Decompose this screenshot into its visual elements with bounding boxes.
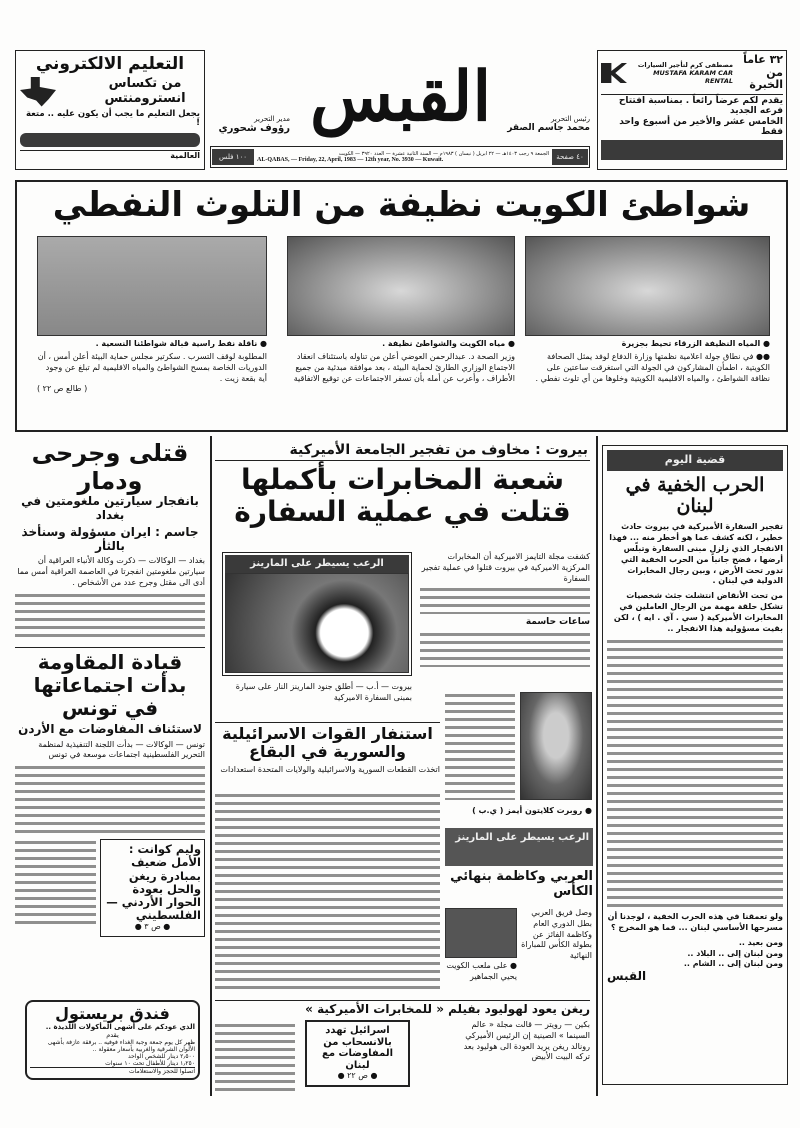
page-ref: ● ص ٢٢ ● [337,1071,378,1080]
photo-caption: ● المياه النظيفة الزرقاء تحيط بجزيرة [621,339,770,348]
left-column [15,440,205,937]
embassy-text-column [420,552,590,667]
ad-brand: من تكساس انسترومنتس [104,75,186,106]
editor-label: رئيس التحرير [551,115,590,123]
lead-text: ●● في نطاق جولة اعلامية نظمتها وزارة الدفاع لوفد يمثل الصحافة الكويتية ، اطمأن المشاركون في الجولة التي استغرقت ساعتين على نظافة الشواطئ ، والمياه الاقليمية الكويتية وخلوها من أي تلوث نفطي . [535,352,770,383]
marines-photo [225,573,409,673]
body-text [420,586,590,614]
body-text [215,792,440,992]
bekaa-headline: استنفار القوات الاسرائيلية والسورية في البقاع [215,722,440,762]
pages-badge: ٤٠ صفحة [552,149,588,165]
embassy-lede: كشفت مجلة التايمز الاميركية أن المخابرات المركزية الاميركية في بيروت قتلوا في عملية تفجير السفارة [421,552,590,583]
tunis-headline: قيادة المقاومة بدأت اجتماعاتها في تونس [33,649,187,720]
body-text [445,692,515,800]
body-text [15,839,96,929]
beirut-kicker: بيروت : مخاوف من تفجير الجامعة الأميركية [215,440,590,461]
tunis-sub: لاستئناف المفاوضات مع الأردن [18,721,202,736]
signature: القبس [607,969,647,984]
opinion-text: ولو تعمقنا في هذه الحرب الخفية ، لوجدنا أن مسرحها الأساسي لبنان ... فما هو المخرج ؟ [607,912,783,933]
ad-price: ١٫٢٥٠ دينار للأطفال تحت ١٠ سنوات [105,1060,195,1068]
photo-caption: ● على ملعب الكويت يحيي الجماهير [446,961,517,981]
israel-headline: اسرائيل تهدد بالانسحاب من المفاوضات مع لبنان [321,1025,394,1071]
texas-instruments-ad[interactable] [15,50,205,170]
lead-story [15,180,788,432]
date-arabic: الجمعة ٩ رجب ١٤٠٣هـ — ٢٢ أبريل ( نيسان ) ١٩٨٣م — السنة الثانية عشرة — العدد ٣٩٢٠ — الكويت [338,151,549,157]
ad-line: يقدم [106,1031,119,1040]
date-english: AL-QABAS, — Friday, 22, April, 1983 — 12th year, No. 3930 — Kuwait. [257,157,444,163]
ad-line: اتصلوا للحجز والاستعلامات [30,1067,195,1075]
company-en: MUSTAFA KARAM CAR RENTAL [653,68,733,85]
ad-title: التعليم الالكتروني [35,54,185,74]
quandt-headline: وليم كوانت : الأمل ضعيف بمبادرة ريغن والحل بعودة الحوار الأردني — الفلسطيني [106,842,201,923]
company-ar: مصطفى كرم لتأجير السيارات [637,60,733,69]
tanker-photo [37,236,267,336]
opinion-closing: ومن بعيد .. ومن لبنان إلى .. البلاد .. ومن لبنان إلى .. الشام .. [683,937,783,969]
texas-logo-icon [20,77,56,107]
embassy-headline: شعبة المخابرات بأكملها قتلت في عملية السفارة [234,463,571,529]
body-text [15,592,205,642]
body-text [420,631,590,667]
continued-ref: ( طالع ص ٢٢ ) [37,384,88,394]
body-text [15,764,205,834]
ad-price: ٢٫٥٠٠ دينار للشخص الواحد [128,1053,195,1061]
managing-name: رؤوف شحوري [218,123,290,134]
ad-phone-strip [601,140,783,160]
portrait-photo [520,692,592,800]
price-badge: ١٠٠ فلس [212,149,254,165]
photo-banner: الرعب يسيطر على المارينز [225,555,409,573]
masthead [210,50,590,175]
gray-banner: الرعب يسيطر على المارينز [445,828,593,866]
ad-line: الذي عودكم على أشهى المأكولات اللذيذة .. [45,1023,195,1032]
photo-caption: ● ناقلة نفط راسية قبالة شواطئنا النسعية . [95,339,267,348]
car-rental-ad[interactable] [597,50,787,170]
island-photo [525,236,770,336]
ad-years: ٣٢ عاماً من الخبرة [743,53,783,92]
baghdad-sub: بانفجار سيارتين ملغومتين في بغداد [21,494,199,522]
body-text [607,638,783,908]
editor-name: محمد جاسم الصقر [507,123,590,133]
football-photo [445,908,517,958]
ad-strip [20,133,200,147]
ad-offer: يقدم لكم عرضاً رائعاً . بمناسبة افتتاح فرعه الجديد [601,94,783,117]
date-bar [210,146,590,168]
baghdad-headline: قتلى وجرحى ودمار [31,439,189,495]
lead-headline: شواطئ الكويت نظيفة من التلوث النفطي [52,185,751,225]
baghdad-kicker: جاسم : ايران مسؤولة وسنأخذ بالثأر [21,524,199,553]
section-label: قضية اليوم [607,450,783,471]
reagan-lede: بكين — رويتر — قالت مجلة « عالم السينما » الصينية إن الرئيس الأميركي رونالد ريغن يريد العودة الى هوليود بعد تركه البيت الأبيض [463,1020,590,1062]
beach-photo [287,236,515,336]
israel-box [305,1020,410,1087]
ad-line: ظهر كل يوم جمعة وجبة الغداء فوفيه .. برفقة عازفة بأشهى الألوان الشرقية والغربية بأسعار معقولة .. [47,1039,195,1054]
reagan-headline: ريغن يعود لهوليود بفيلم « للمخابرات الأميركية » [215,1000,590,1017]
lead-text: المطلوبة لوقف التسرب . سكرتير مجلس حماية البيئة أعلن أمس ، أن الدوريات الخاصة بمسح الشواطئ والمياه الاقليمية لم تبلغ عن وجود أية بقعة زيت . [37,352,267,383]
ad-slogan: يجعل التعليم ما يجب أن يكون عليه .. متعة ! [25,108,200,129]
ad-offer-2: الخامس عشر والأخير من أسبوع واحد فقط [619,116,783,137]
subhead: ساعات حاسمة [525,617,590,628]
opinion-text: من تحت الأنقاض انتشلت جثث شخصيات تشكل حلقة مهمة من الرجال العاملين في المخابرات الأميركية ( سي . آي . ايه ) ، لكن بقيت مسؤولية هذا الانفجار .. [613,591,783,633]
football-lede: وصل فريق العربي بطل الدوري العام وكاظمة الفائز عن بطولة الكأس للمباراة النهائية [521,908,592,961]
lead-text: وزير الصحة د. عبدالرحمن العوضي أعلن من تناوله باستئناف انعقاد الاجتماع الوزاري الطارئ لحماية البيئة ، بعد موافقة مبدئية من جميع الأطراف ، وأعرب عن أمله بأن تسفر الاجتماعات عن توقيع الاتفاقية [293,352,515,383]
photo-caption: بيروت — أ.ب — أطلق جنود المارينز النار على سيارة بمبنى السفارة الاميركية [235,682,412,702]
managing-label: مدير التحرير [254,115,290,123]
logo: القبس [310,57,492,137]
opinion-text: تفجير السفارة الأميركية في بيروت حادث خطير ، لكنه كشف عما هو أخطر منه ... فهذا الانفجار الذي زلزل مبنى السفارة وتبلّس أرضها ، فضح جانباً من الحرب الخفية التي تدور تحت الأرض ، وبين رجال المخابرات الدولية في لبنان . [609,522,783,586]
center-column [215,440,590,528]
portrait-caption: ● روبرت كلايتون أيمز ( ي.ب ) [472,806,592,815]
opinion-headline: الحرب الخفية في لبنان [625,473,765,518]
page-ref: ● ص ٣ ● [134,922,171,932]
baghdad-lede: بغداد — الوكالات — ذكرت وكالة الأنباء العراقية أن سيارتين ملغومتين انفجرتا في العاصمة العراقية أمس مما أدى الى مقتل وجرح عدد من الأشخاص . [17,556,205,587]
opinion-column [602,445,788,1085]
bristol-hotel-ad[interactable] [25,1000,200,1080]
body-text [215,1022,295,1092]
tunis-lede: تونس — الوكالات — بدأت اللجنة التنفيذية لمنظمة التحرير الفلسطينية اجتماعات موسعة في تونس [38,739,205,760]
hotel-name: فندق بريستول [55,1004,170,1023]
football-headline: العربي وكاظمة بنهائي الكأس [450,869,593,899]
photo-caption: ● مياه الكويت والشواطئ نظيفة . [382,339,515,348]
bekaa-lede: اتخذت القطعات السورية والاسرائيلية والولايات المتحدة استعدادات [220,765,440,774]
ad-advertiser: العالمية [20,150,200,160]
mk-logo-icon [601,63,627,83]
marines-photo-box [222,552,412,676]
